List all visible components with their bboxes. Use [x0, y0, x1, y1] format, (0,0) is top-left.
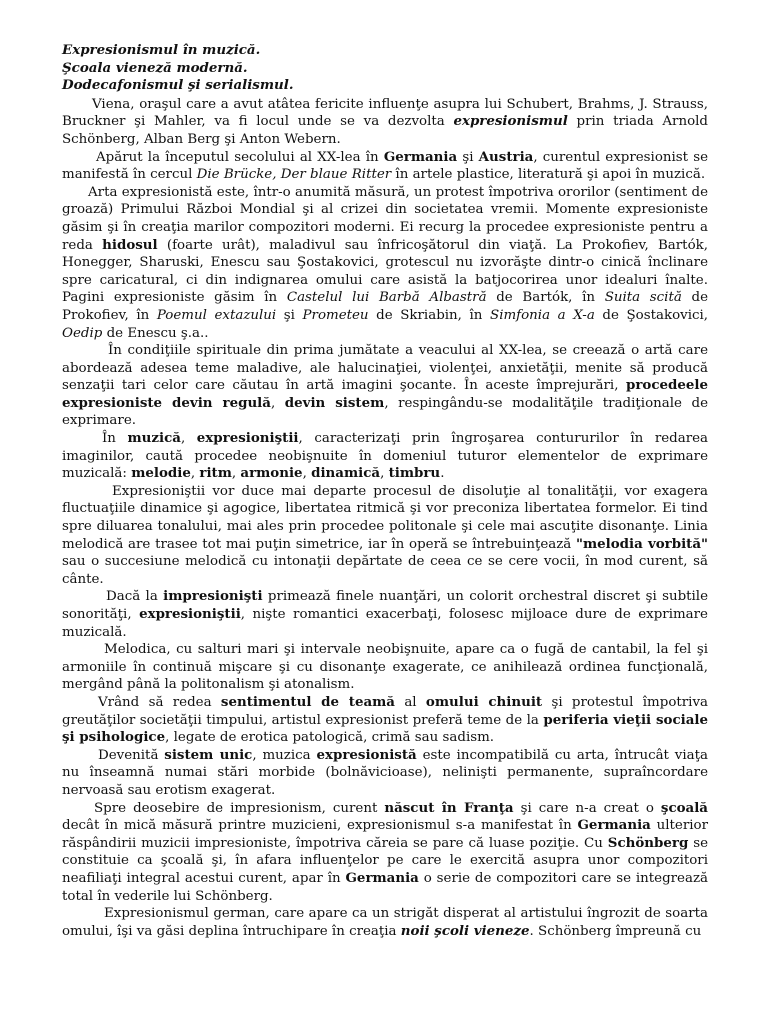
text-run: şi: [276, 307, 303, 323]
italic-text: Prometeu: [302, 307, 369, 323]
bold-italic-text: expresionismul: [453, 113, 568, 130]
text-run: , legate de erotica patologică, crimă sau sadism.: [165, 730, 495, 746]
italic-text: Castelul lui Barbă Albastră: [286, 290, 487, 306]
text-run: Vrând să redea: [98, 694, 221, 710]
document-body: [62, 96, 708, 941]
bold-text: născut în Franţa: [384, 799, 514, 816]
bold-text: "melodia vorbită": [576, 535, 708, 552]
text-run: În: [102, 431, 128, 447]
bold-text: expresioniştii: [139, 606, 241, 622]
text-run: primează finele nuanţări, un colorit orchestral discret şi subtile sonorităţi,: [62, 589, 709, 622]
bold-text: expresioniştii: [196, 430, 299, 447]
text-run: ,: [190, 466, 200, 482]
text-run: de Bartók, în: [486, 290, 605, 306]
italic-text: Suita scită: [604, 290, 682, 306]
text-run: , muzica: [252, 747, 317, 763]
text-run: o serie de compozitori care se integrează total în vederile lui Schönberg.: [62, 870, 708, 904]
bold-text: expresionistă: [316, 746, 417, 763]
text-run: de Prokofiev, în: [62, 290, 708, 323]
text-run: , nişte romantici exacerbaţi, folosesc mijloace dure de exprimare muzicală.: [62, 607, 708, 640]
text-run: În condiţiile spirituale din prima jumătate a veacului al XX-lea, se creează o artă care abordează adesea teme maladive, ale halucinaţiei, violenţei, anxietăţii, menite să producă senzaţii tari celor care căutau în artă imagini şocante. În aceste împrejurări,: [62, 343, 708, 394]
text-run: al: [394, 694, 426, 710]
body-paragraph: [62, 430, 708, 483]
body-paragraph: [62, 483, 708, 589]
text-run: este incompatibilă cu arta, întrucât viaţa nu înseamnă numai stări morbide (bolnăvicioase), nelinişti permanente, supraîncordare nervoasă sau erotism exagerat.: [62, 747, 708, 798]
italic-text: Simfonia a X-a: [490, 307, 595, 323]
bold-text: Germania: [345, 869, 419, 886]
text-run: Apărut la începutul secolului al XX-lea în: [96, 149, 384, 165]
body-paragraph: [62, 641, 708, 694]
heading-line: Şcoala vieneză modernă.: [62, 59, 248, 76]
bold-text: melodie: [131, 465, 191, 482]
text-run: , curentul expresionist se manifestă în cercul: [62, 149, 709, 183]
italic-text: Die Brücke, Der blaue Ritter: [196, 167, 392, 183]
text-run: şi care n-a creat o: [513, 800, 661, 816]
text-run: de Şostakovici,: [594, 307, 709, 323]
text-run: Arta expresionistă este, într-o anumită măsură, un protest împotriva ororilor (sentiment de groază) Primului Război Mondial şi al crizei din societatea vremii. Momente expresioniste găsim şi în creaţia marilor compozitori moderni. Ei recurg la procedee expresioniste pentru a reda: [62, 184, 708, 253]
text-run: decât în mică măsură printre muzicieni, expresionismul s-a manifestat în: [62, 818, 578, 834]
text-run: ,: [270, 395, 285, 411]
text-run: Viena, oraşul care a avut atâtea fericite influenţe asupra lui Schubert, Brahms, J. Strauss, Bruckner şi Mahler, va fi locul unde se va dezvolta: [62, 96, 708, 130]
text-run: Dacă la: [106, 589, 164, 605]
text-run: ,: [302, 466, 312, 482]
bold-text: procedeele expresioniste devin regulă: [62, 377, 708, 411]
bold-text: Schönberg: [607, 834, 689, 851]
text-run: Expresionismul german, care apare ca un strigăt disperat al artistului îngrozit de soarta omului, îşi va găsi deplina întruchipare în creaţia: [62, 906, 708, 939]
text-run: , respingându-se modalităţile tradiţionale de exprimare.: [62, 395, 709, 429]
text-run: (foarte urât), maladivul sau înfricoşătorul din viaţă. La Prokofiev, Bartók, Honegger, Sharuski, Enescu sau Şostakovici, grotescul nu izvorăşte dintr-o cinică înclinare spre caricatural, ci din indignarea omului care asistă la batjocorirea unor idealuri înalte. Pagini expresioniste găsim în: [62, 237, 708, 306]
text-run: ulterior răspândirii muzicii impresioniste, împotriva căreia se pare că luase poziţie. Cu: [62, 818, 708, 851]
body-paragraph: [62, 184, 708, 342]
text-run: . Schönberg împreună cu: [529, 923, 702, 939]
text-run: ,: [231, 466, 241, 482]
bold-text: impresionişti: [163, 588, 263, 605]
bold-text: Germania: [577, 817, 651, 834]
italic-text: Oedip: [62, 325, 103, 341]
text-run: ,: [380, 466, 389, 482]
heading-line: Dodecafonismul şi serialismul.: [62, 77, 294, 94]
text-run: sau o succesiune melodică cu intonaţii depărtate de ceea ce se cere vocii, în mod curent, să cânte.: [62, 554, 708, 587]
text-run: prin triada Arnold Schönberg, Alban Berg şi Anton Webern.: [62, 114, 708, 147]
body-paragraph: [62, 747, 708, 800]
body-paragraph: [62, 588, 708, 641]
italic-text: Poemul extazului: [156, 307, 277, 323]
bold-text: omului chinuit: [425, 693, 543, 710]
text-run: se constituie ca şcoală şi, în afara influenţelor pe care le exercită asupra unor compozitori neafiliaţi integral acestui curent, apar în: [62, 835, 708, 886]
bold-text: ritm: [199, 465, 232, 482]
bold-text: timbru: [388, 465, 441, 482]
text-run: Expresioniştii vor duce mai departe procesul de disoluţie al tonalităţii, vor exagera fluctuaţiile dinamice şi agogice, libertatea ritmică şi vor preconiza libertatea formelor. Ei tind spre diluarea tonalului, mai ales prin procedee politonale şi cele mai ascuţite disonanţe. Linia melodică are trasee tot mai puţin simetrice, iar în operă se întrebuinţează: [62, 483, 708, 552]
document-headings: [62, 42, 708, 95]
text-run: Spre deosebire de impresionism, curent: [94, 800, 385, 816]
text-run: .: [440, 466, 445, 482]
heading-line: Expresionismul în muzică.: [62, 42, 261, 58]
text-run: , caracterizaţi prin îngroşarea contururilor în redarea imaginilor, caută procedee neobişnuite în domeniul tuturor elementelor de exprimare muzicală:: [62, 431, 709, 482]
text-run: Melodica, cu salturi mari şi intervale neobişnuite, apare ca o fugă de cantabil, la fel şi armoniile în continuă mişcare şi cu disonanţe exagerate, ce anihilează ordinea funcţională, mergând până la politonalism şi atonalism.: [62, 642, 708, 693]
bold-text: muzică: [127, 430, 181, 447]
body-paragraph: [62, 96, 708, 149]
text-run: ,: [180, 431, 197, 447]
bold-text: armonie: [240, 465, 303, 482]
bold-text: sistem unic: [164, 746, 253, 763]
bold-italic-text: noii şcoli vieneze: [400, 922, 530, 939]
bold-text: şcoală: [660, 799, 708, 816]
body-paragraph: [62, 905, 708, 940]
text-run: de Skriabin, în: [368, 307, 491, 323]
bold-text: hidosul: [102, 236, 158, 253]
bold-text: sentimentul de teamă: [220, 693, 395, 710]
text-run: şi: [457, 149, 479, 165]
text-run: în artele plastice, literatură şi apoi în muzică.: [391, 167, 706, 183]
bold-text: periferia vieţii sociale şi psihologice: [62, 711, 709, 746]
body-paragraph: [62, 149, 708, 184]
body-paragraph: [62, 800, 708, 906]
body-paragraph: [62, 694, 708, 747]
body-paragraph: [62, 342, 708, 430]
bold-text: dinamică: [311, 465, 381, 482]
text-run: de Enescu ş.a..: [102, 325, 209, 341]
bold-text: Germania: [383, 148, 458, 165]
text-run: Devenită: [98, 747, 165, 763]
bold-text: Austria: [478, 148, 534, 165]
bold-text: devin sistem: [284, 394, 385, 411]
text-run: şi protestul împotriva greutăţilor societăţii timpului, artistul expresionist preferă teme de la: [62, 694, 708, 728]
